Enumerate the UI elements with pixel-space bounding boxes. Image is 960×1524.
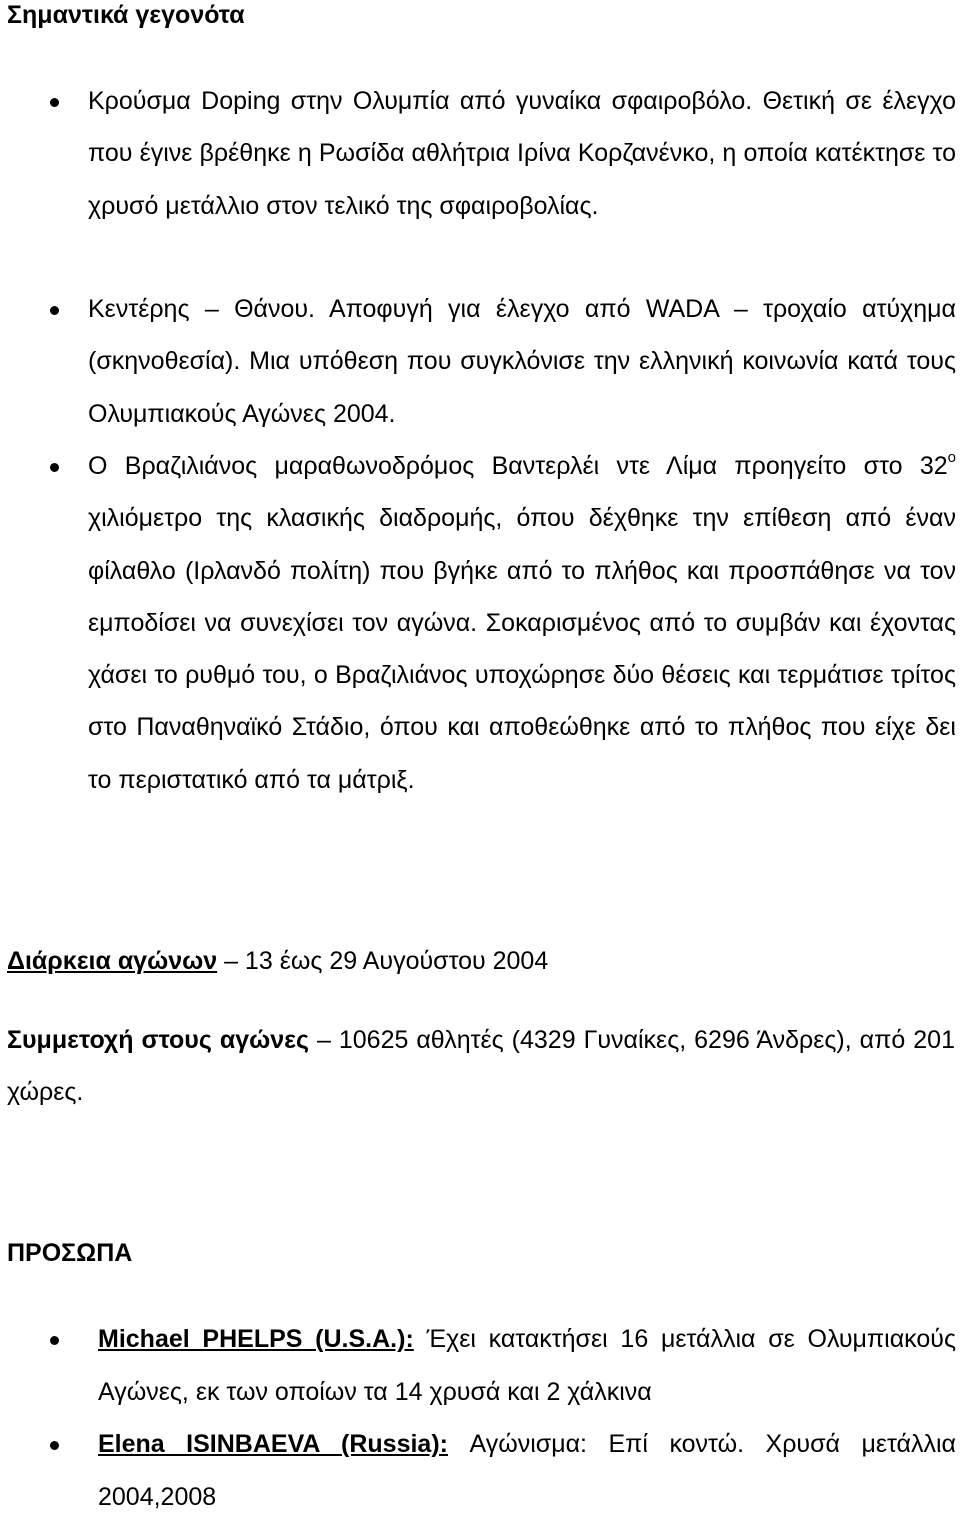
- bullet-icon: [50, 98, 59, 107]
- participation-label: Συμμετοχή στους αγώνες: [7, 1026, 309, 1054]
- duration-label: Διάρκεια αγώνων: [7, 947, 218, 975]
- event-text-marathon: [88, 440, 956, 806]
- person-name-phelps: Michael PHELPS (U.S.A.):: [98, 1325, 414, 1353]
- person-desc-isinbaeva: Αγώνισμα: Επί κοντώ. Χρυσά μετάλλια 2004,2008: [98, 1430, 956, 1511]
- duration-line: [7, 935, 955, 987]
- bullet-icon: [50, 463, 59, 472]
- duration-value: – 13 έως 29 Αυγούστου 2004: [217, 947, 549, 975]
- participation-line: [7, 1014, 955, 1118]
- marathon-text-end: χιλιόμετρο της κλασικής διαδρομής, όπου δέχθηκε την επίθεση από έναν φίλαθλο (Ιρλανδό πολίτη) που βγήκε από το πλήθος και προσπάθησε να τον εμποδίσει να συνεχίσει τον αγώνα. Σοκαρισμένος από το συμβάν και έχοντας χάσει το ρυθμό του, ο Βραζιλιάνος υποχώρησε δύο θέσεις και τερμάτισε τρίτος στο Παναθηναϊκό Στάδιο, όπου και αποθεώθηκε από το πλήθος που είχε δει το περιστατικό από τα μάτριξ.: [88, 504, 956, 794]
- bullet-icon: [50, 1441, 59, 1450]
- marathon-text-start: Ο Βραζιλιάνος μαραθωνοδρόμος Βαντερλέι ντε Λίμα προηγείτο στο 32: [88, 452, 948, 480]
- ordinal-superscript: ο: [947, 449, 956, 466]
- person-name-isinbaeva: Elena ISINBAEVA (Russia):: [98, 1430, 448, 1458]
- bullet-icon: [50, 1336, 59, 1345]
- person-text-isinbaeva: [98, 1418, 956, 1524]
- participation-value: – 10625 αθλητές (4329 Γυναίκες, 6296 Άνδρες), από 201 χώρες.: [7, 1026, 955, 1106]
- person-desc-phelps: Έχει κατακτήσει 16 μετάλλια σε Ολυμπιακούς Αγώνες, εκ των οποίων τα 14 χρυσά και 2 χάλκινα: [98, 1325, 957, 1406]
- events-heading: Σημαντικά γεγονότα: [7, 1, 245, 29]
- event-text-doping: Κρούσμα Doping στην Ολυμπία από γυναίκα σφαιροβόλο. Θετική σε έλεγχο που έγινε βρέθηκε η Ρωσίδα αθλήτρια Ιρίνα Κορζανένκο, η οποία κατέκτησε το χρυσό μετάλλιο στον τελικό της σφαιροβολίας.: [88, 87, 956, 220]
- bullet-icon: [50, 306, 59, 315]
- event-text-kenteris: Κεντέρης – Θάνου. Αποφυγή για έλεγχο από WADA – τροχαίο ατύχημα (σκηνοθεσία). Μια υπόθεση που συγκλόνισε την ελληνική κοινωνία κατά τους Ολυμπιακούς Αγώνες 2004.: [88, 295, 956, 428]
- people-heading: ΠΡΟΣΩΠΑ: [7, 1239, 133, 1267]
- person-text-phelps: [98, 1313, 956, 1419]
